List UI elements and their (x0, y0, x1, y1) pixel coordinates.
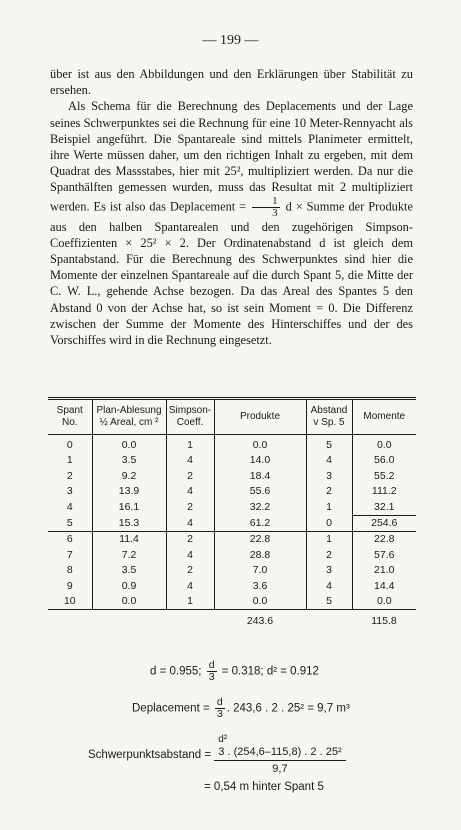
fraction-schwerpunkt: d² 3 . (254,6–115,8) . 2 . 25² 9,7 (214, 734, 345, 776)
table-header-row (48, 399, 416, 435)
formula-result: = 0,54 m hinter Spant 5 (204, 781, 324, 793)
paragraph-2-continuation: d × Summe der Produkte aus den halben Spantarealen und den zugehörigen Simpson-Coeffizienten × 25² × 2. Der Ordinatenabstand d ist gleich dem Spantabstand. Für die Berechnung des Schwerpunktes sind hier die Momente der einzelnen Spantareale auf die durch Spant 5, die Mitte der C. W. L., gehende Achse bezogen. Da das Areal des Spantes 5 den Abstand 0 von der Achse hat, so ist sein Moment = 0. Die Differenz zwischen der Summe der Momente des Hinterschiffes und der des Vorschiffes wird in die Rechnung eingesetzt. (50, 198, 413, 348)
page-number: — 199 — (202, 33, 259, 48)
body-text (50, 66, 413, 348)
paragraph-2-text: Als Schema für die Berechnung des Deplacements und der Lage seines Schwerpunktes sei die Rechnung für eine 10 Meter-Rennyacht als Beispiel angeführt. Die Spantareale sind mittels Planimeter ermittelt, ihre Werte müssen daher, um den richtigen Inhalt zu ergeben, mit dem Quadrat des Massstabes, hier mit 25², multipliziert werden. Da nur die Spanthälften gemessen wurden, muss das Resultat mit 2 multipliziert werden. Es ist also das Deplacement = (50, 99, 413, 213)
table-row: 0 0.0 1 0.0 5 0.0 (48, 435, 416, 454)
paragraph-2 (50, 98, 413, 348)
table-sum-row (48, 610, 416, 630)
fraction-d-over-3: $\frac{d}{3}$ (216, 696, 223, 720)
table-row: 6 11.4 2 22.8 1 22.8 (48, 532, 416, 548)
sum-momente: 115.8 (352, 610, 416, 630)
header-simpson-coeff: Simpson- Coeff. (166, 399, 214, 435)
table-row: 3 13.9 4 55.6 2 111.2 (48, 484, 416, 499)
formula-schwerpunktsabstand: Schwerpunktsabstand = d² 3 . (254,6–115,8) . 2 . 25² 9,7 (88, 734, 346, 776)
table-row: 10 0.0 1 0.0 5 0.0 (48, 594, 416, 610)
table-row: 9 0.9 4 3.6 4 14.4 (48, 579, 416, 594)
fraction-d-over-3: $\frac{d}{3}$ (208, 659, 215, 683)
header-plan-ablesung: Plan-Ablesung ½ Areal, cm ² (92, 399, 166, 435)
formula-d-values: d = 0.955; $\frac{d}{3}$ = 0.318; d² = 0.912 (150, 659, 319, 683)
paragraph-1: über ist aus den Abbildungen und den Erklärungen über Stabilität zu ersehen. (50, 67, 413, 98)
table-row: 7 7.2 4 28.8 2 57.6 (48, 548, 416, 563)
data-table (48, 397, 416, 630)
inline-fraction-numerator: 1 (252, 196, 280, 208)
header-produkte: Produkte (214, 399, 306, 435)
header-abstand: Abstand v Sp. 5 (306, 399, 352, 435)
sum-produkte: 243.6 (214, 610, 306, 630)
table-row: 5 15.3 4 61.2 0 254.6 (48, 516, 416, 532)
inline-fraction (252, 196, 280, 219)
header-momente: Momente (363, 411, 406, 422)
inline-fraction-denominator: 3 (272, 206, 278, 219)
formula-deplacement: Deplacement = $\frac{d}{3}$ . 243,6 . 2 . 25² = 9,7 m³ (132, 696, 350, 720)
table-row: 1 3.5 4 14.0 4 56.0 (48, 453, 416, 468)
table-row: 8 3.5 2 7.0 3 21.0 (48, 563, 416, 578)
table-row: 2 9.2 2 18.4 3 55.2 (48, 469, 416, 484)
header-spant: Spant No. (48, 399, 92, 435)
table-row: 4 16.1 2 32.2 1 32.1 (48, 500, 416, 516)
